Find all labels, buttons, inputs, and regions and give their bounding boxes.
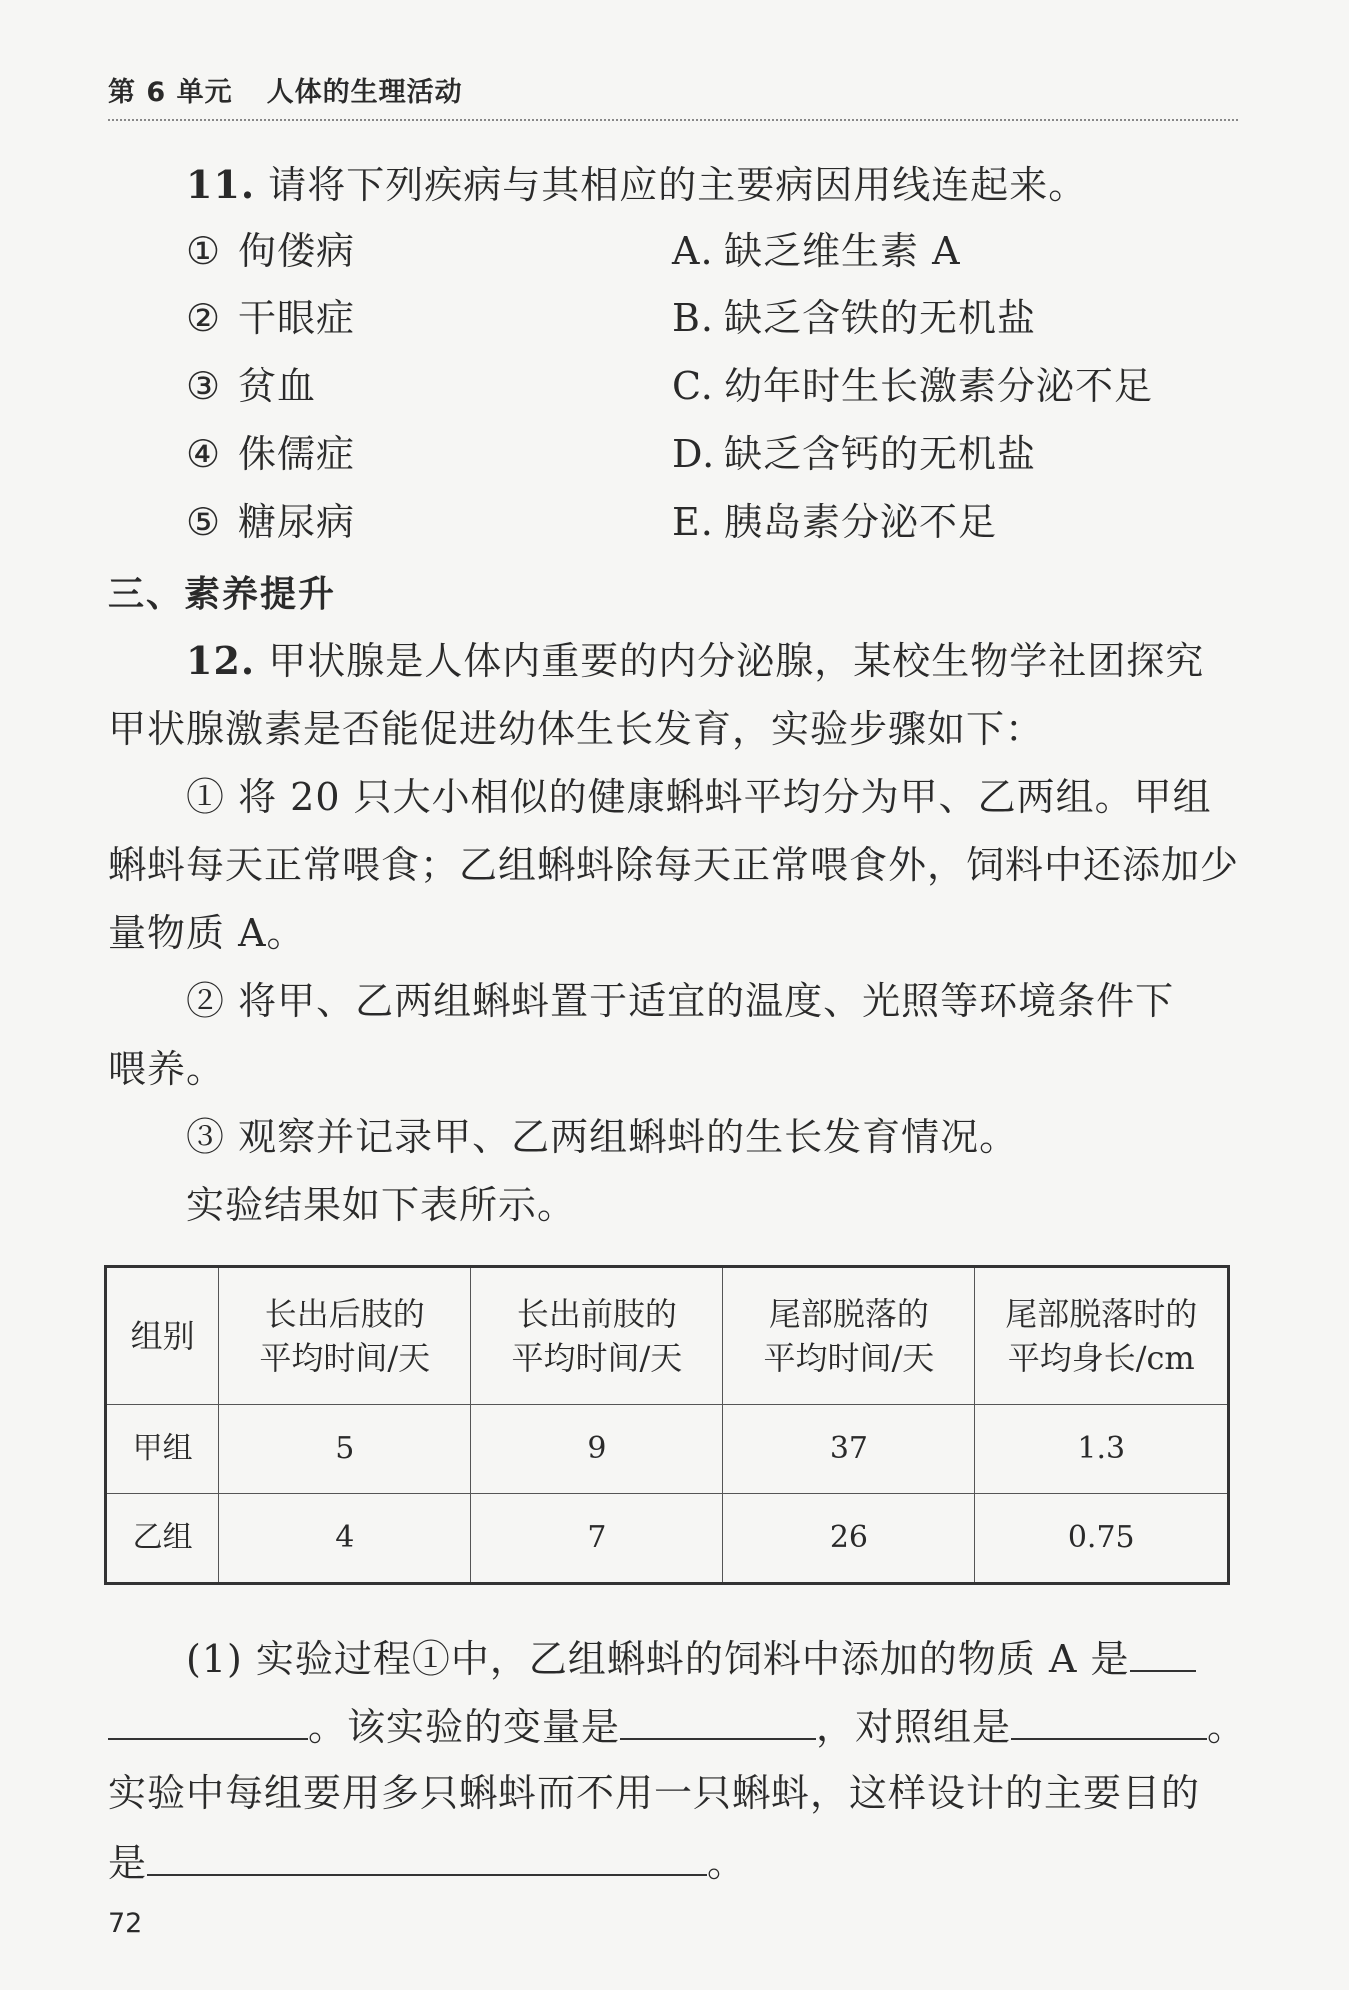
- q12-step2-line1: ② 将甲、乙两组蝌蚪置于适宜的温度、光照等环境条件下: [186, 979, 1175, 1023]
- cause-item: [672, 226, 961, 276]
- answer-blank-1-cont[interactable]: [108, 1700, 308, 1740]
- header-line: 长出前肢的: [516, 1295, 677, 1333]
- table-cell: 0.75: [975, 1494, 1229, 1584]
- cause-mark: E.: [672, 500, 714, 544]
- disease-item: [186, 293, 355, 343]
- sub1-line4: [108, 1836, 746, 1888]
- q12-step2-line2: 喂养。: [108, 1047, 226, 1091]
- cause-text: 缺乏维生素 A: [724, 229, 961, 273]
- cause-item: [672, 497, 997, 547]
- table-header-cell: [106, 1267, 219, 1405]
- sub1-text: 。: [1207, 1705, 1247, 1749]
- sub1-line3: 实验中每组要用多只蝌蚪而不用一只蝌蚪，这样设计的主要目的: [108, 1771, 1201, 1815]
- header-line: 平均时间/天: [259, 1339, 431, 1377]
- disease-mark: ③: [186, 364, 222, 408]
- table-header-cell: [219, 1267, 471, 1405]
- header-line: 平均时间/天: [763, 1339, 935, 1377]
- table-cell: 5: [219, 1405, 471, 1494]
- sub1-text: (1) 实验过程①中，乙组蝌蚪的饲料中添加的物质 A 是: [186, 1637, 1130, 1681]
- table-cell: 甲组: [106, 1405, 219, 1494]
- cause-text: 缺乏含钙的无机盐: [724, 432, 1037, 476]
- table-header-row: [106, 1267, 1229, 1405]
- table-cell: 4: [219, 1494, 471, 1584]
- disease-text: 干眼症: [238, 296, 356, 340]
- answer-blank-3[interactable]: [1011, 1700, 1207, 1740]
- cause-mark: A.: [672, 229, 714, 273]
- disease-mark: ①: [186, 229, 222, 273]
- sub1-text: 。该实验的变量是: [308, 1705, 621, 1749]
- disease-text: 佝偻病: [238, 229, 356, 273]
- q12-step1-line1: ① 将 20 只大小相似的健康蝌蚪平均分为甲、乙两组。甲组: [186, 775, 1212, 819]
- page-number: 72: [108, 1908, 143, 1939]
- q11-number: 11.: [186, 162, 256, 207]
- disease-item: [186, 361, 316, 411]
- table-cell: 1.3: [975, 1405, 1229, 1494]
- sub1-text: 。: [707, 1841, 747, 1885]
- table-cell: 9: [471, 1405, 723, 1494]
- table-cell: 乙组: [106, 1494, 219, 1584]
- sub1-text: ，对照组是: [816, 1705, 1012, 1749]
- cause-item: [672, 361, 1153, 411]
- disease-item: [186, 497, 355, 547]
- sub1-line2: [108, 1700, 1246, 1752]
- table-row: [106, 1405, 1229, 1494]
- q11-stem-text: 请将下列疾病与其相应的主要病因用线连起来。: [268, 163, 1088, 207]
- disease-mark: ②: [186, 296, 222, 340]
- cause-mark: D.: [672, 432, 716, 476]
- cause-item: [672, 293, 1036, 343]
- disease-mark: ④: [186, 432, 222, 476]
- disease-text: 糖尿病: [238, 500, 356, 544]
- cause-mark: B.: [672, 296, 715, 340]
- cause-item: [672, 429, 1036, 479]
- table-row: [106, 1494, 1229, 1584]
- results-table: [104, 1265, 1230, 1585]
- header-line: 平均时间/天: [511, 1339, 683, 1377]
- cause-text: 缺乏含铁的无机盐: [724, 296, 1037, 340]
- answer-blank-2[interactable]: [620, 1700, 816, 1740]
- disease-mark: ⑤: [186, 500, 222, 544]
- answer-blank-4[interactable]: [147, 1836, 707, 1876]
- running-header: [108, 70, 1238, 121]
- header-line: 尾部脱落的: [768, 1295, 929, 1333]
- table-intro: 实验结果如下表所示。: [186, 1183, 577, 1227]
- unit-label: 第 6 单元: [108, 77, 233, 108]
- q12-step1-line3: 量物质 A。: [108, 911, 306, 955]
- answer-blank-1[interactable]: [1130, 1632, 1196, 1672]
- disease-item: [186, 226, 355, 276]
- q12-intro-text: 甲状腺是人体内重要的内分泌腺，某校生物学社团探究: [268, 639, 1205, 683]
- table-cell: 7: [471, 1494, 723, 1584]
- q11-stem: [186, 160, 1087, 210]
- unit-title: 人体的生理活动: [266, 77, 463, 108]
- q12-intro-line1: [186, 636, 1204, 686]
- table-header-cell: [471, 1267, 723, 1405]
- table-header-cell: [723, 1267, 975, 1405]
- table-cell: 37: [723, 1405, 975, 1494]
- q12-step1-line2: 蝌蚪每天正常喂食；乙组蝌蚪除每天正常喂食外，饲料中还添加少: [108, 843, 1240, 887]
- header-line: 尾部脱落时的: [1005, 1295, 1198, 1333]
- disease-text: 侏儒症: [238, 432, 356, 476]
- cause-text: 胰岛素分泌不足: [724, 500, 998, 544]
- cause-text: 幼年时生长激素分泌不足: [724, 364, 1154, 408]
- table-header-cell: [975, 1267, 1229, 1405]
- header-line: 长出后肢的: [264, 1295, 425, 1333]
- header-line: 组别: [130, 1317, 195, 1355]
- sub1-text: 是: [108, 1841, 148, 1885]
- section-title: 三、素养提升: [108, 574, 337, 615]
- q12-number: 12.: [186, 638, 256, 683]
- table-cell: 26: [723, 1494, 975, 1584]
- header-line: 平均身长/cm: [1007, 1339, 1195, 1377]
- disease-text: 贫血: [238, 364, 317, 408]
- q12-step3: ③ 观察并记录甲、乙两组蝌蚪的生长发育情况。: [186, 1115, 1019, 1159]
- disease-item: [186, 429, 355, 479]
- cause-mark: C.: [672, 364, 714, 408]
- q12-intro-line2: 甲状腺激素是否能促进幼体生长发育，实验步骤如下：: [108, 707, 1045, 751]
- sub1-line1: [186, 1632, 1196, 1684]
